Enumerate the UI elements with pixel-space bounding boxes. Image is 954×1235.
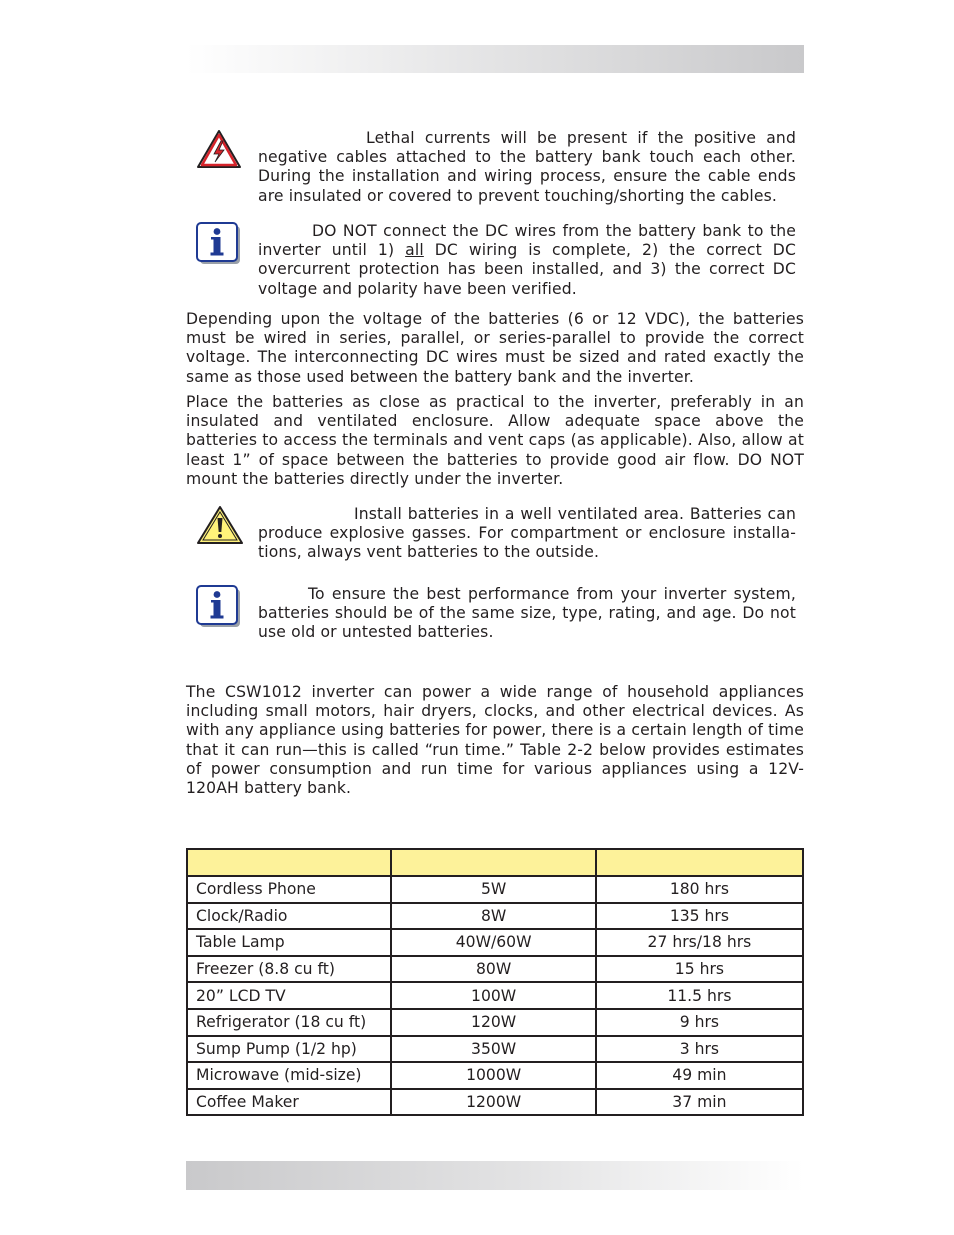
table-header-cell bbox=[187, 849, 391, 876]
power-cell: 100W bbox=[391, 982, 595, 1009]
table-header-row bbox=[187, 849, 803, 876]
shock-warning-icon bbox=[196, 129, 242, 169]
appliance-cell: Table Lamp bbox=[187, 929, 391, 956]
appliance-cell: Sump Pump (1/2 hp) bbox=[187, 1036, 391, 1063]
table-row bbox=[187, 903, 803, 930]
header-bar bbox=[186, 45, 804, 73]
power-cell: 350W bbox=[391, 1036, 595, 1063]
runtime-cell: 15 hrs bbox=[596, 956, 803, 983]
info-text-connect: DO NOT connect the DC wires from the battery bank to the inverter until 1) all DC wiring is complete, 2) the correct DC overcurrent protection has been installed, and 3) the correct DC voltage and polarity have been verified. bbox=[258, 222, 796, 298]
table-row bbox=[187, 876, 803, 903]
power-cell: 5W bbox=[391, 876, 595, 903]
caution-text: Install batteries in a well ventilated area. Batteries can produce explosive gasses. For compartment or enclosure installa-tions, always vent batteries to the outside. bbox=[258, 505, 796, 562]
runtime-cell: 9 hrs bbox=[596, 1009, 803, 1036]
warning-text: Lethal currents will be present if the positive and negative cables attached to the battery bank touch each other. During the installation and wiring process, ensure the cable ends are insulated or covered to prevent touching/shorting the cables. bbox=[258, 129, 796, 205]
power-cell: 120W bbox=[391, 1009, 595, 1036]
power-cell: 40W/60W bbox=[391, 929, 595, 956]
table-row bbox=[187, 1036, 803, 1063]
appliance-cell: 20” LCD TV bbox=[187, 982, 391, 1009]
info-icon bbox=[196, 222, 242, 266]
appliance-cell: Microwave (mid-size) bbox=[187, 1062, 391, 1089]
table-row bbox=[187, 1009, 803, 1036]
appliance-cell: Coffee Maker bbox=[187, 1089, 391, 1116]
power-cell: 80W bbox=[391, 956, 595, 983]
caution-icon bbox=[196, 505, 244, 545]
appliance-runtime-table bbox=[186, 848, 804, 1116]
runtime-cell: 180 hrs bbox=[596, 876, 803, 903]
runtime-cell: 27 hrs/18 hrs bbox=[596, 929, 803, 956]
paragraph-wiring: Depending upon the voltage of the batteries (6 or 12 VDC), the batteries must be wired in series, parallel, or series-parallel to provide the correct voltage. The interconnecting DC wires must be sized and rated exactly the same as those used between the battery bank and the inverter. bbox=[186, 310, 804, 386]
footer-bar bbox=[186, 1161, 804, 1190]
power-cell: 1000W bbox=[391, 1062, 595, 1089]
runtime-cell: 3 hrs bbox=[596, 1036, 803, 1063]
runtime-cell: 11.5 hrs bbox=[596, 982, 803, 1009]
power-cell: 1200W bbox=[391, 1089, 595, 1116]
info-text-batteries: To ensure the best performance from your inverter system, batteries should be of the same size, type, rating, and age. Do not use old or untested batteries. bbox=[258, 585, 796, 642]
table-header-cell bbox=[596, 849, 803, 876]
runtime-cell: 135 hrs bbox=[596, 903, 803, 930]
appliance-cell: Cordless Phone bbox=[187, 876, 391, 903]
table-header-cell bbox=[391, 849, 595, 876]
appliance-cell: Clock/Radio bbox=[187, 903, 391, 930]
runtime-cell: 37 min bbox=[596, 1089, 803, 1116]
appliance-cell: Refrigerator (18 cu ft) bbox=[187, 1009, 391, 1036]
table-row bbox=[187, 929, 803, 956]
paragraph-runtime: The CSW1012 inverter can power a wide range of household appliances including small motors, hair dryers, clocks, and other electrical devices. As with any appliance using batteries for power, there is a certain length of time that it can run—this is called “run time.” Table 2-2 below provides estimates of power consumption and run time for various appliances using a 12V-120AH battery bank. bbox=[186, 683, 804, 798]
table-row bbox=[187, 1089, 803, 1116]
runtime-cell: 49 min bbox=[596, 1062, 803, 1089]
info-icon bbox=[196, 585, 242, 629]
warning-callout bbox=[196, 129, 796, 206]
emphasis-all: all bbox=[405, 241, 424, 260]
power-cell: 8W bbox=[391, 903, 595, 930]
info-callout-connect bbox=[196, 222, 796, 299]
caution-callout bbox=[196, 505, 796, 563]
paragraph-placement: Place the batteries as close as practical to the inverter, preferably in an insulated and ventilated enclosure. Allow adequate space above the batteries to access the terminals and vent caps (as applicable). Also, allow at least 1” of space between the batteries to provide good air flow. DO NOT mount the batteries directly under the inverter. bbox=[186, 393, 804, 488]
table-row bbox=[187, 956, 803, 983]
info-callout-batteries bbox=[196, 585, 796, 643]
table-row bbox=[187, 1062, 803, 1089]
appliance-cell: Freezer (8.8 cu ft) bbox=[187, 956, 391, 983]
table-row bbox=[187, 982, 803, 1009]
